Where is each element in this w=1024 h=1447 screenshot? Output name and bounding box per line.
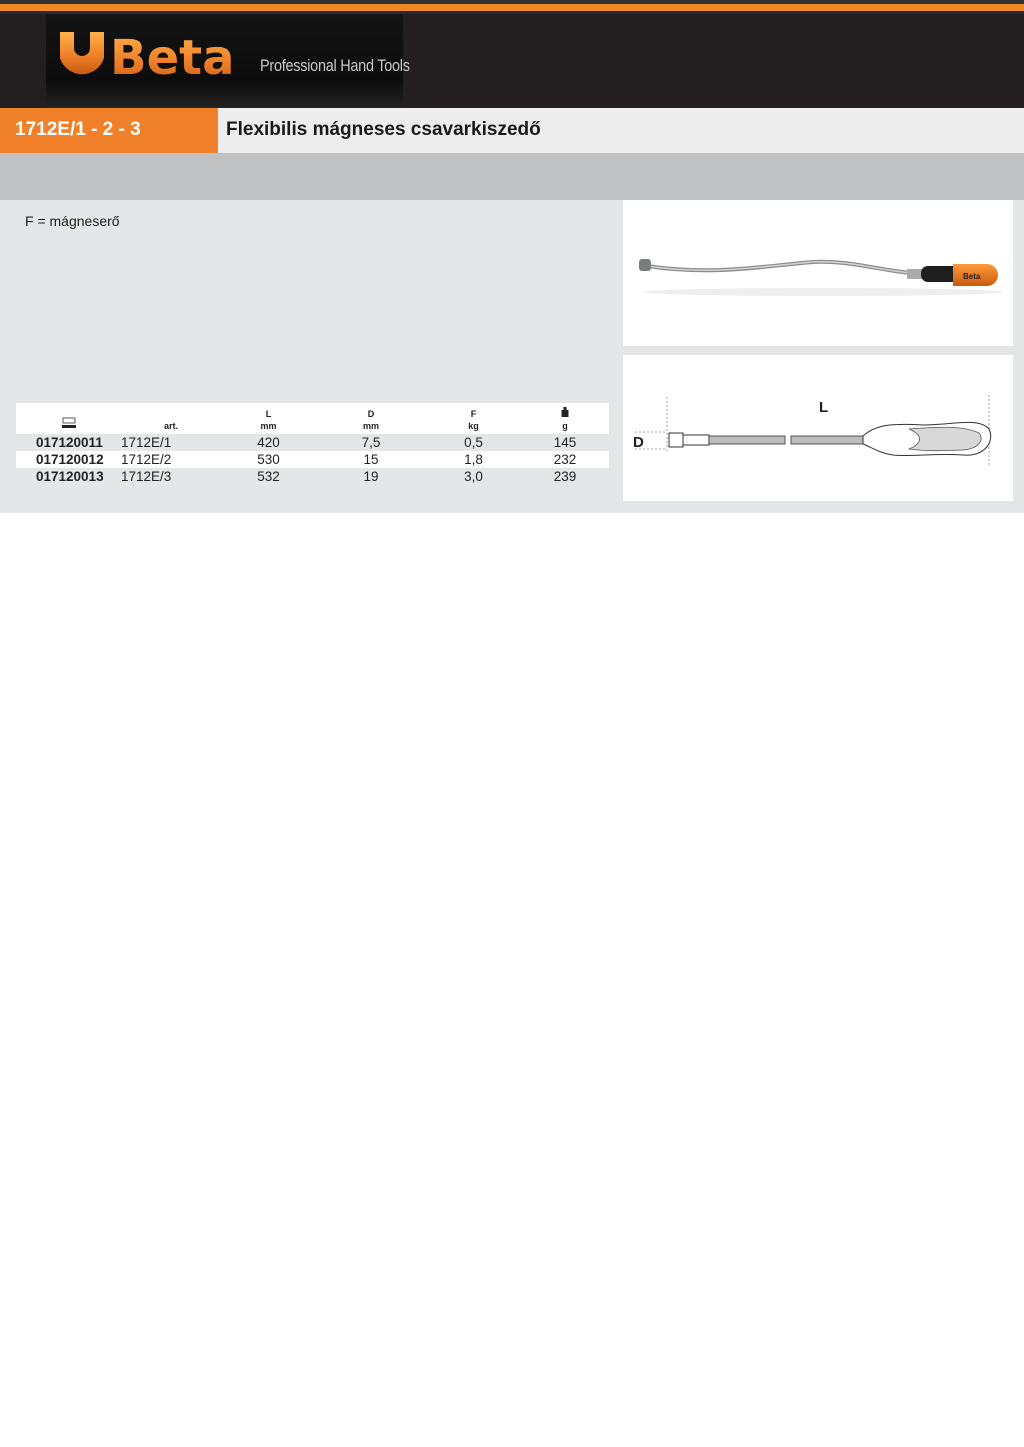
- header-length-unit: mm: [260, 421, 277, 431]
- product-content: [0, 200, 1024, 513]
- table-row: [16, 451, 609, 468]
- top-accent-stripe: [0, 0, 1024, 14]
- handle-logo-text: Beta: [963, 272, 981, 281]
- beta-logo-mark: [58, 28, 248, 88]
- header-force-unit: kg: [468, 421, 479, 431]
- header-weight: [521, 403, 609, 434]
- cell-weight: 239: [553, 469, 577, 484]
- cell-weight: 232: [553, 452, 577, 467]
- header-length-label: L: [265, 409, 272, 419]
- barcode-icon: [62, 417, 76, 429]
- cell-length: 532: [257, 469, 280, 484]
- header-code: [16, 403, 121, 434]
- header-art-label: art.: [163, 421, 178, 431]
- legend-note: F = mágneserő: [25, 213, 120, 229]
- table-row: [16, 468, 609, 485]
- product-code-bar: [0, 108, 218, 153]
- header-art: [121, 403, 221, 434]
- cell-article: 1712E/1: [121, 435, 172, 450]
- cell-force: 1,8: [464, 452, 483, 467]
- header-diameter: [316, 403, 426, 434]
- drawing-diameter-label: D: [633, 434, 644, 451]
- header-weight-unit: g: [562, 421, 568, 431]
- spec-table: [16, 403, 609, 485]
- product-title-bar: [218, 108, 1024, 153]
- header-diameter-label: D: [367, 409, 375, 419]
- product-title: Flexibilis mágneses csavarkiszedő: [226, 119, 541, 140]
- cell-diameter: 19: [363, 469, 379, 484]
- cell-length: 530: [257, 452, 280, 467]
- weight-icon: [521, 407, 609, 420]
- header-diameter-unit: mm: [362, 421, 379, 431]
- dimension-drawing: [623, 355, 1013, 501]
- beta-logo: [58, 28, 248, 93]
- header-length: [221, 403, 316, 434]
- cell-order-code: 017120013: [36, 469, 104, 484]
- header-force: [426, 403, 521, 434]
- logo-wordmark: Beta: [110, 30, 235, 86]
- product-code: 1712E/1 - 2 - 3: [15, 119, 141, 140]
- header-force-label: F: [470, 409, 477, 419]
- cell-order-code: 017120012: [36, 452, 104, 467]
- magnetic-pickup-tool-image: [623, 200, 1013, 346]
- cell-force: 0,5: [464, 435, 483, 450]
- table-row: [16, 434, 609, 451]
- product-photo: [623, 200, 1013, 346]
- cell-order-code: 017120011: [36, 435, 103, 450]
- technical-drawing: [623, 355, 1013, 501]
- cell-force: 3,0: [464, 469, 483, 484]
- brand-tagline: Professional Hand Tools: [260, 56, 410, 75]
- logo-panel: [46, 14, 410, 108]
- spec-table-header: [16, 403, 609, 434]
- cell-diameter: 7,5: [361, 435, 381, 450]
- cell-length: 420: [257, 435, 280, 450]
- drawing-length-label: L: [819, 399, 829, 416]
- brand-header: [0, 14, 1024, 108]
- cell-weight: 145: [553, 435, 577, 450]
- section-divider-band: [0, 153, 1024, 200]
- cell-article: 1712E/2: [121, 452, 172, 467]
- cell-diameter: 15: [363, 452, 379, 467]
- cell-article: 1712E/3: [121, 469, 172, 484]
